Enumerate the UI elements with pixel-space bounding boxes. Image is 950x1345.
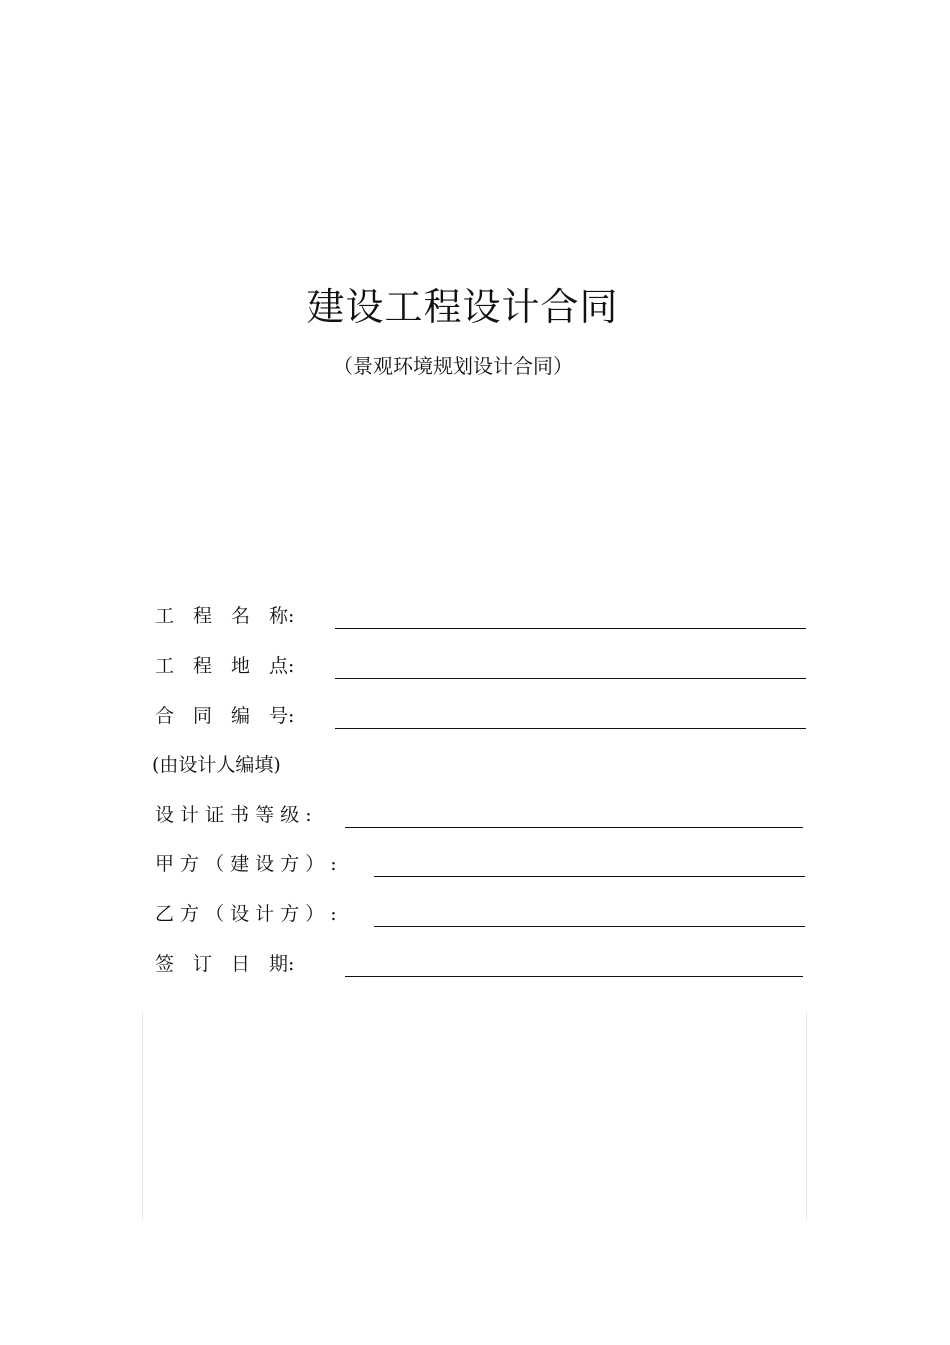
contract-number-field — [155, 701, 806, 735]
document-subtitle: （景观环境规划设计合同） — [333, 354, 573, 378]
project-location-line[interactable] — [335, 678, 806, 679]
designer-fill-note: (由设计人编填) — [152, 754, 281, 776]
party-b-line[interactable] — [374, 926, 805, 927]
certificate-grade-line[interactable] — [345, 827, 803, 828]
document-title: 建设工程设计合同 — [306, 285, 619, 329]
party-a-label: 甲 方 （ 建 设 方 ） : — [155, 853, 337, 875]
project-location-field — [155, 651, 806, 685]
certificate-grade-label: 设 计 证 书 等 级 : — [155, 804, 312, 826]
certificate-grade-field — [155, 800, 803, 834]
project-name-line[interactable] — [335, 628, 806, 629]
project-name-label: 工 程 名 称: — [155, 605, 295, 627]
project-name-field — [155, 601, 806, 635]
frame-left-edge — [142, 1012, 143, 1220]
frame-right-edge — [806, 1012, 807, 1220]
signing-date-label: 签 订 日 期: — [155, 953, 295, 975]
project-location-label: 工 程 地 点: — [155, 655, 295, 677]
contract-number-line[interactable] — [335, 728, 806, 729]
party-b-label: 乙 方 （ 设 计 方 ） : — [155, 903, 337, 925]
party-a-line[interactable] — [374, 876, 805, 877]
party-b-field — [155, 899, 805, 933]
signing-date-field — [155, 949, 803, 983]
contract-number-label: 合 同 编 号: — [155, 705, 295, 727]
party-a-field — [155, 849, 805, 883]
signing-date-line[interactable] — [345, 976, 803, 977]
